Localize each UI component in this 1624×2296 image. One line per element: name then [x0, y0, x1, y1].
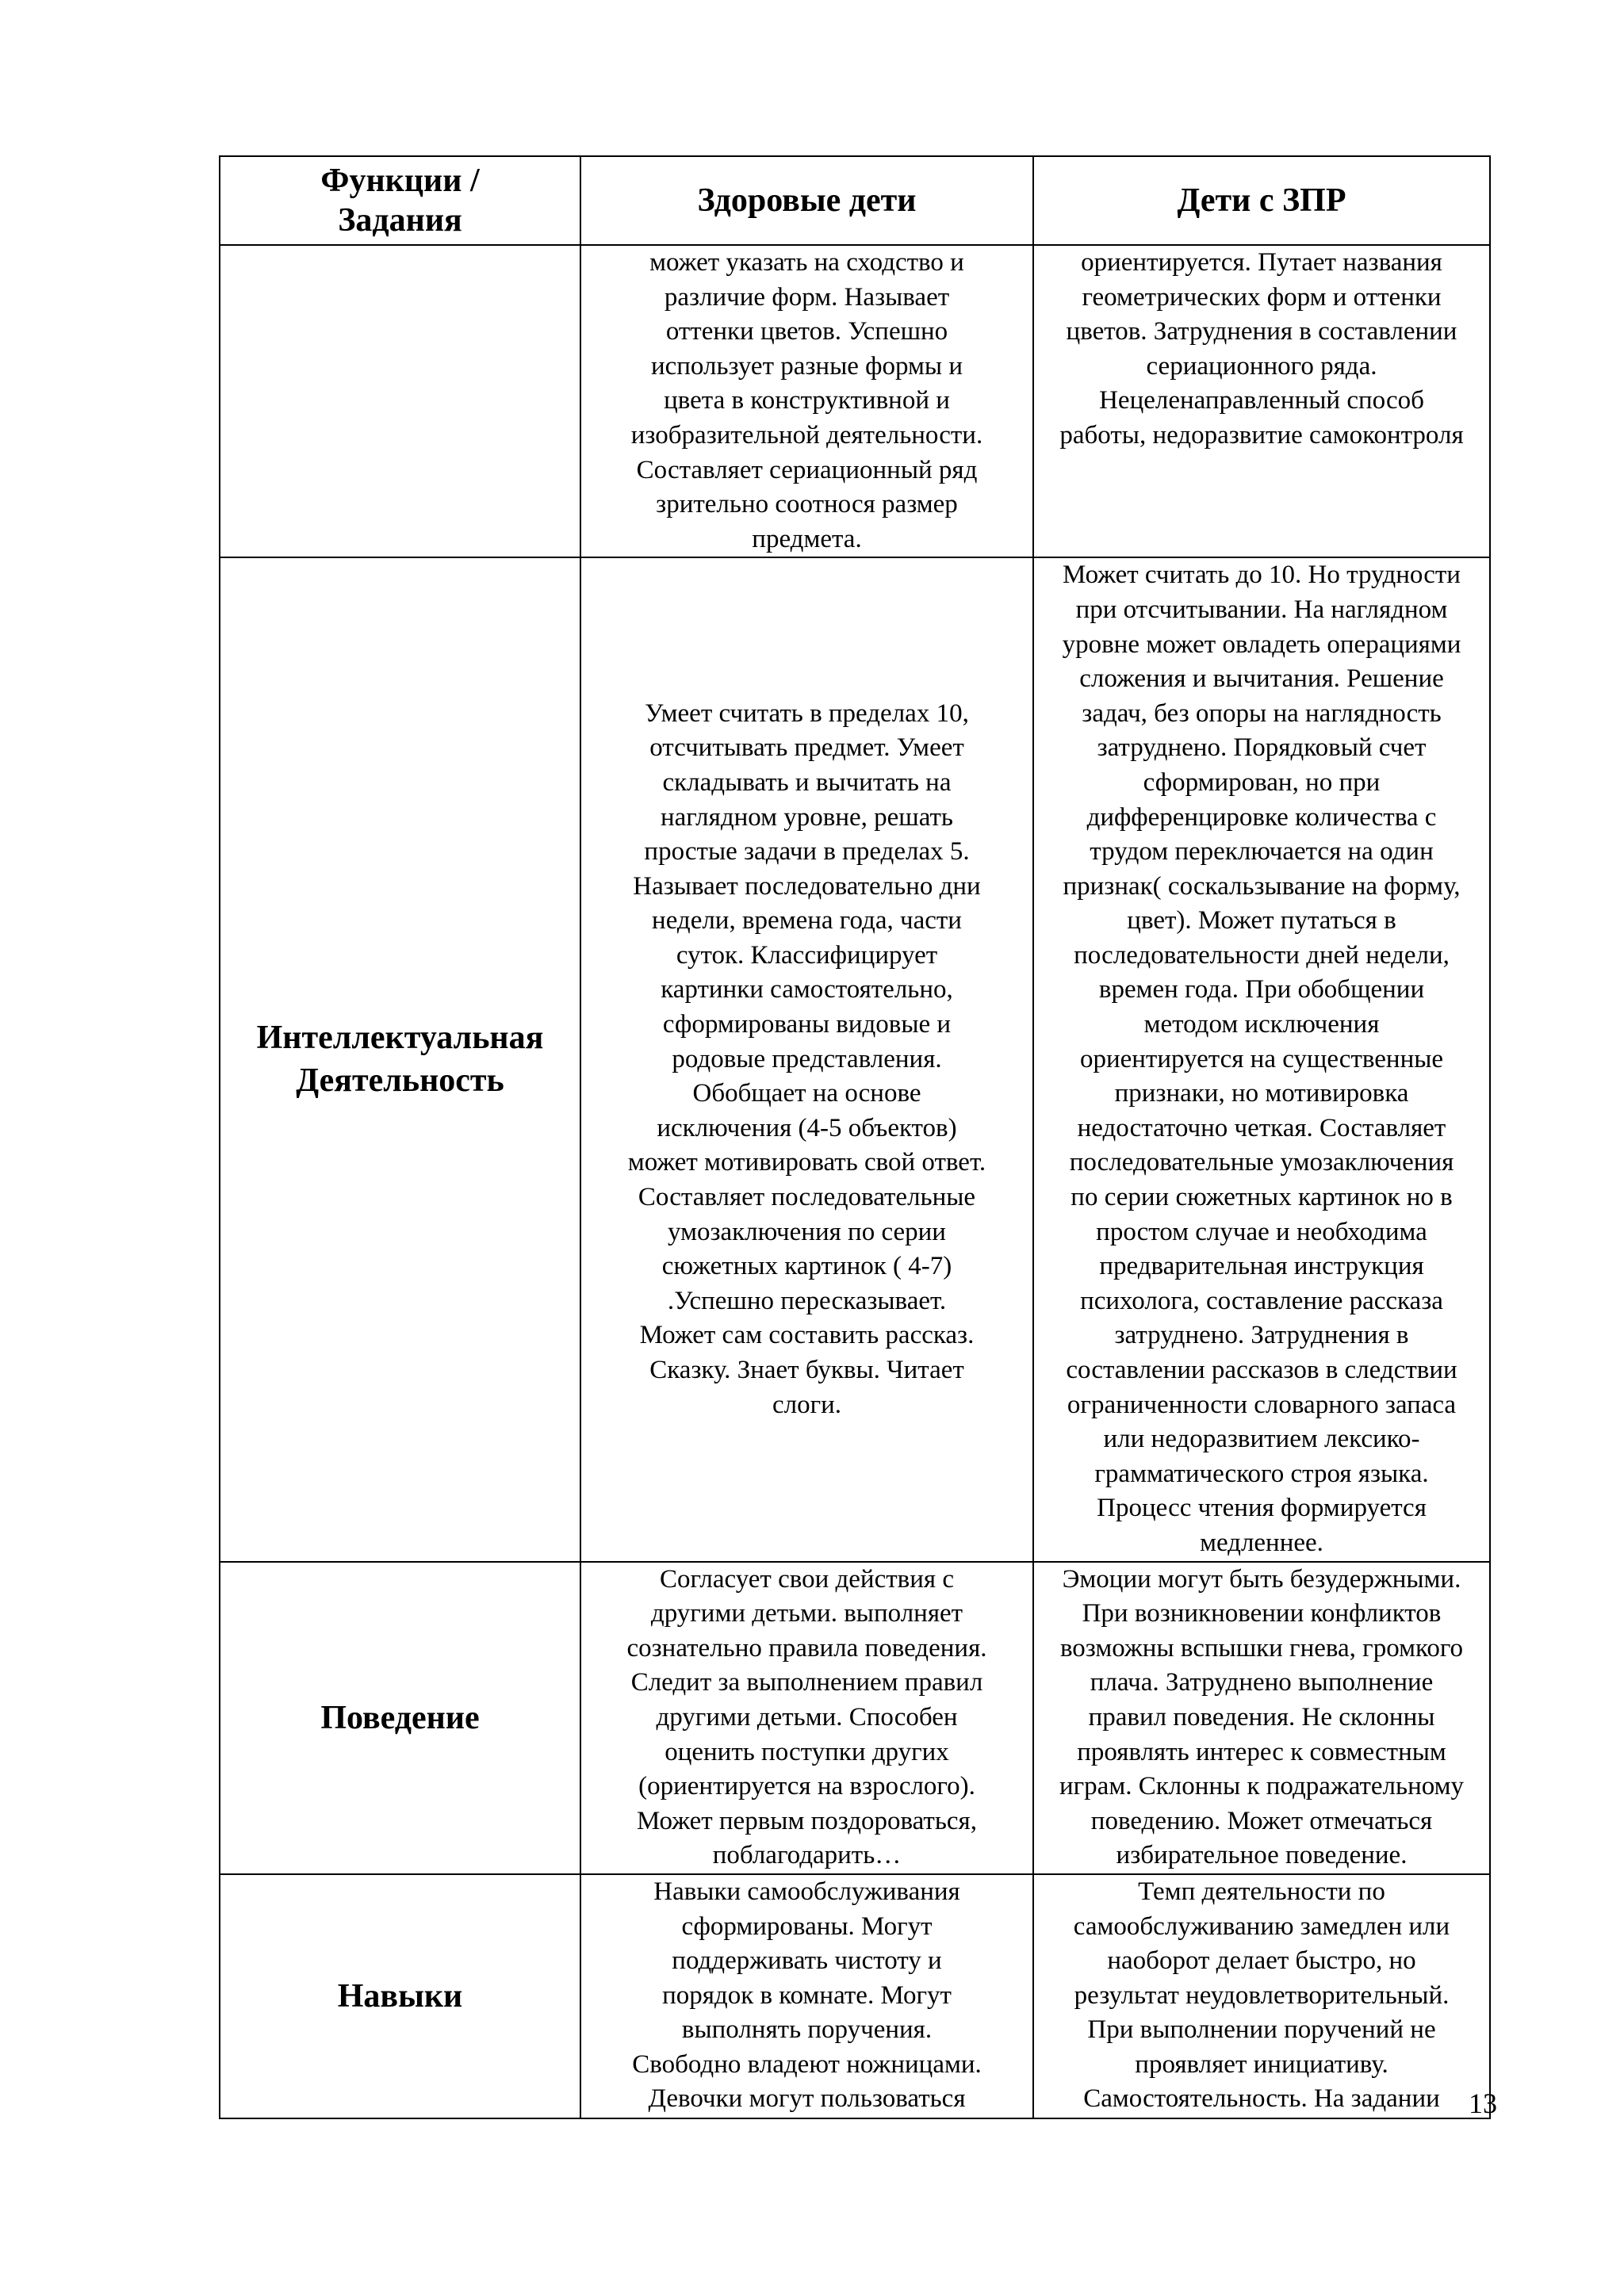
row-function-cell: Интеллектуальная Деятельность — [220, 557, 580, 1561]
header-healthy-children: Здоровые дети — [580, 156, 1033, 245]
table-header-row — [220, 156, 1490, 245]
row-healthy-cell: может указать на сходство и различие форм. Называет оттенки цветов. Успешно использует разные формы и цвета в конструктивной и изобразительной деятельности. Составляет сериационный ряд зрительно соотнося размер предмета. — [580, 245, 1033, 557]
comparison-table — [219, 155, 1491, 2119]
header-zpr-children: Дети с ЗПР — [1033, 156, 1490, 245]
row-function-cell: Навыки — [220, 1874, 580, 2118]
row-healthy-cell: Навыки самообслуживания сформированы. Могут поддерживать чистоту и порядок в комнате. Могут выполнять поручения. Свободно владеют ножницами. Девочки могут пользоваться — [580, 1874, 1033, 2118]
row-zpr-cell: Эмоции могут быть безудержными. При возникновении конфликтов возможны вспышки гнева, громкого плача. Затруднено выполнение правил поведения. Не склонны проявлять интерес к совместным играм. Склонны к подражательному поведению. Может отмечаться избирательное поведение. — [1033, 1562, 1490, 1874]
row-zpr-cell: Может считать до 10. Но трудности при отсчитывании. На наглядном уровне может овладеть операциями сложения и вычитания. Решение задач, без опоры на наглядность затруднено. Порядковый счет сформирован, но при дифференцировке количества с трудом переключается на один признак( соскальзывание на форму, цвет). Может путаться в последовательности дней недели, времен года. При обобщении методом исключения ориентируется на существенные признаки, но мотивировка недостаточно четкая. Составляет последовательные умозаключения по серии сюжетных картинок но в простом случае и необходима предварительная инструкция психолога, составление рассказа затруднено. Затруднения в составлении рассказов в следствии ограниченности словарного запаса или недоразвитием лексико- грамматического строя языка. Процесс чтения формируется медленнее. — [1033, 557, 1490, 1561]
table-row — [220, 1562, 1490, 1874]
header-functions: Функции / Задания — [220, 156, 580, 245]
page-number: 13 — [1469, 2087, 1497, 2119]
table-row — [220, 245, 1490, 557]
row-function-cell — [220, 245, 580, 557]
row-healthy-cell: Согласует свои действия с другими детьми. выполняет сознательно правила поведения. Следит за выполнением правил другими детьми. Способен оценить поступки других (ориентируется на взрослого). Может первым поздороваться, поблагодарить… — [580, 1562, 1033, 1874]
table-row — [220, 557, 1490, 1561]
row-zpr-cell: ориентируется. Путает названия геометрических форм и оттенки цветов. Затруднения в составлении сериационного ряда. Нецеленаправленный способ работы, недоразвитие самоконтроля — [1033, 245, 1490, 557]
row-healthy-cell: Умеет считать в пределах 10, отсчитывать предмет. Умеет складывать и вычитать на наглядном уровне, решать простые задачи в пределах 5. Называет последовательно дни недели, времена года, части суток. Классифицирует картинки самостоятельно, сформированы видовые и родовые представления. Обобщает на основе исключения (4-5 объектов) может мотивировать свой ответ. Составляет последовательные умозаключения по серии сюжетных картинок ( 4-7) .Успешно пересказывает. Может сам составить рассказ. Сказку. Знает буквы. Читает слоги. — [580, 557, 1033, 1561]
table-row — [220, 1874, 1490, 2118]
row-zpr-cell: Темп деятельности по самообслуживанию замедлен или наоборот делает быстро, но результат неудовлетворительный. При выполнении поручений не проявляет инициативу. Самостоятельность. На задании — [1033, 1874, 1490, 2118]
row-function-cell: Поведение — [220, 1562, 580, 1874]
